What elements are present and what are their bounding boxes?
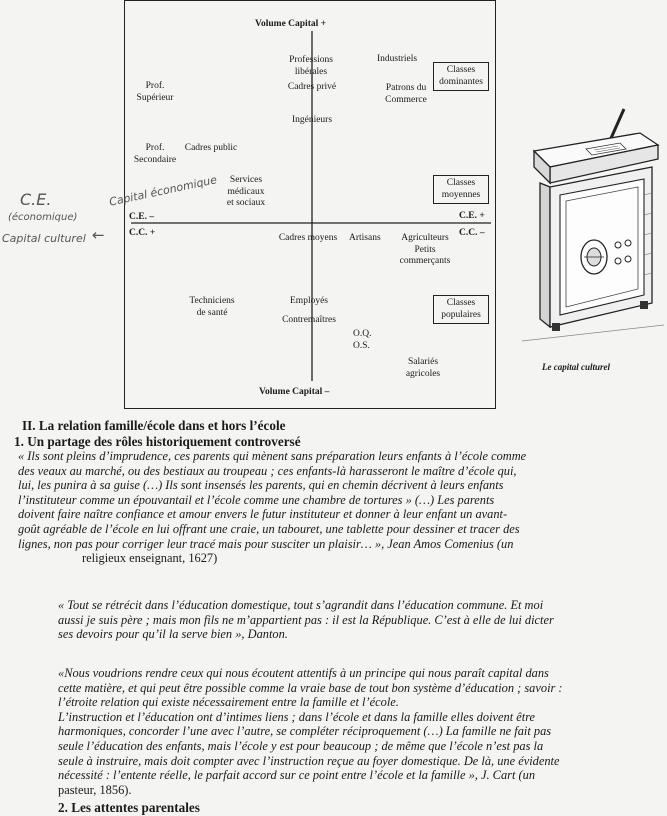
label-agriculteurs: Agriculteurs Petits commerçants: [399, 233, 451, 266]
label-os: O.S.: [353, 341, 370, 351]
label-prof-sec: Prof. Secondaire: [133, 143, 177, 165]
ce-plus-label: C.E. +: [459, 211, 485, 221]
section-title: II. La relation famille/école dans et hors l’école: [22, 418, 286, 433]
label-employes: Employés: [290, 296, 328, 306]
label-cadres-prive: Cadres privé: [287, 82, 337, 92]
label-cadres-moyens: Cadres moyens: [278, 233, 338, 243]
cc-plus-label: C.C. +: [129, 228, 156, 238]
handwritten-arrow: ←: [92, 226, 105, 244]
quote-danton: « Tout se rétrécit dans l’éducation domestique, tout s’agrandit dans l’éducation commune. Et moi aussi je suis père ; mais mon fils ne m’appartient pas : il est la République. C’est à elle de lui dicter ses devoirs pour qu’il la serve bien », Danton.: [58, 598, 554, 642]
box-classes-populaires: Classes populaires: [433, 295, 489, 324]
box-classes-moyennes: Classes moyennes: [433, 175, 489, 204]
ce-minus-label: C.E. –: [129, 212, 155, 222]
box-classes-dominantes: Classes dominantes: [433, 62, 489, 91]
axis-bottom-label: Volume Capital –: [259, 387, 330, 397]
handwritten-ce: C.E.: [20, 190, 52, 209]
label-contremaitres: Contremaîtres: [282, 315, 336, 325]
label-techniciens: Techniciens de santé: [189, 296, 235, 318]
label-services: Services médicaux et sociaux: [226, 175, 266, 208]
illustration-caption: Le capital culturel: [542, 362, 610, 372]
label-prof-sup: Prof. Supérieur: [136, 81, 174, 103]
label-oq: O.Q.: [353, 329, 372, 339]
label-artisans: Artisans: [349, 233, 381, 243]
handwritten-capital-eco: Capital économique: [108, 173, 219, 209]
cultural-capital-safe-illustration: [520, 105, 665, 355]
quote-cart: «Nous voudrions rendre ceux qui nous écoutent attentifs à un principe qui nous paraît capital dans cette matière, et qui peut être possible comme la vraie base de tout bon système d’éducation ; savoir : l’étroite relation qui existe nécessairement entre la famille et l’école. L’instruction et l’éducation ont d’intimes liens ; dans l’école et dans la famille elles doivent être harmoniques, concorder l’une avec l’autre, se compléter réciproquement (…) La famille ne fait pas seule l’éducation des enfants, mais l’école y est pour beaucoup ; de même que l’école n’est pas la seule à instruire, mais doit compter avec l’instruction reçue au foyer domestique. De là, une évidente nécessité : l’entente réelle, le parfait accord sur ce point entre l’école et la famille », J. Cart (un pasteur, 1856).: [58, 666, 563, 797]
handwritten-capital-culturel: Capital culturel: [2, 232, 86, 245]
label-cadres-public: Cadres public: [184, 143, 238, 153]
subsection-2-title: 2. Les attentes parentales: [58, 800, 200, 815]
cc-minus-label: C.C. –: [459, 228, 485, 238]
label-salaries: Salariés agricoles: [405, 357, 441, 379]
label-industriels: Industriels: [377, 54, 418, 64]
label-patrons: Patrons du Commerce: [385, 83, 427, 105]
subsection-1-title: 1. Un partage des rôles historiquement controversé: [14, 434, 301, 449]
axis-top-label: Volume Capital +: [255, 19, 327, 29]
handwritten-paren: (économique): [8, 212, 78, 223]
social-space-diagram: [124, 0, 496, 409]
quote-comenius: « Ils sont pleins d’imprudence, ces parents qui mènent sans préparation leurs enfants à l’école comme des veaux au marché, ou des bestiaux au troupeau ; ces enfants-là harasseront le maître d’école qui, lui, les punira à sa guise (…) Ils sont insensés les parents, qui en chemin décrivent à leurs enfants l’instituteur comme un épouvantail et l’école comme une chambre de tortures » (…) Les parents doivent faire naître confiance et amour envers le futur instituteur et donner à leur enfant un avant- goût agréable de l’école en lui offrant une craie, un tabouret, une tablette pour dessiner et tracer des lignes, non pas pour corriger leur tracé mais pour susciter un plaisir… », Jean Amos Comenius (un religieux enseignant, 1627): [18, 449, 527, 566]
label-prof-lib: Professions libérales: [289, 55, 333, 77]
label-ingenieurs: Ingénieurs: [291, 115, 333, 125]
